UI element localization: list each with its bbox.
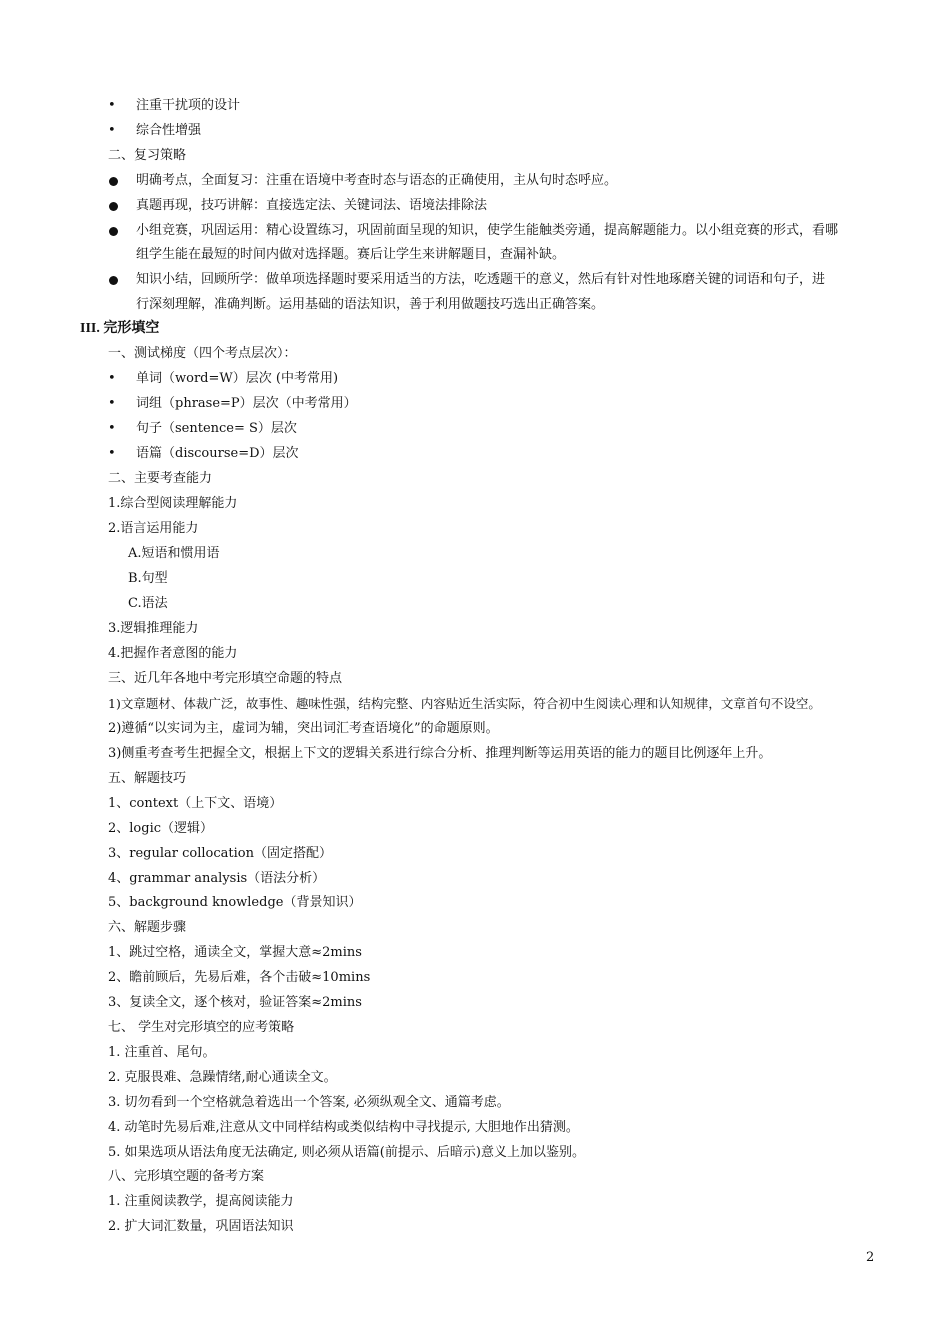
section-heading: 五、解题技巧 <box>108 771 187 786</box>
text-line: 2. 扩大词汇数量，巩固语法知识 <box>108 1219 294 1234</box>
text-line: 单词（word=W）层次 (中考常用) <box>136 371 339 386</box>
text-line: 小组竞赛，巩固运用：精心设置练习，巩固前面呈现的知识，使学生能触类旁通，提高解题能力。以小组竞赛的形式，看哪 <box>136 223 839 238</box>
text-line: 3、regular collocation（固定搭配） <box>108 846 332 861</box>
text-line: 2、logic（逻辑） <box>108 821 214 836</box>
section-heading: 七、 学生对完形填空的应考策略 <box>108 1020 295 1035</box>
section-heading: 二、复习策略 <box>108 148 187 163</box>
round-bullet-icon <box>109 202 118 211</box>
text-line: 注重干扰项的设计 <box>136 98 241 113</box>
text-line: 2、瞻前顾后，先易后难，各个击破≈10mins <box>108 970 371 985</box>
text-line: 1)文章题材、体裁广泛，故事性、趣味性强，结构完整、内容贴近生活实际，符合初中生阅读心理和认知规律，文章首句不设空。 <box>108 696 821 711</box>
text-line: C.语法 <box>128 596 168 611</box>
text-line: 1、context（上下文、语境） <box>108 796 283 811</box>
text-line: 3)侧重考查考生把握全文，根据上下文的逻辑关系进行综合分析、推理判断等运用英语的能力的题目比例逐年上升。 <box>108 746 772 761</box>
text-line: 2.语言运用能力 <box>108 521 199 536</box>
text-line: 4.把握作者意图的能力 <box>108 646 238 661</box>
text-line: 4、grammar analysis（语法分析） <box>108 871 326 886</box>
section-heading: 一、测试梯度（四个考点层次）： <box>108 346 297 361</box>
text-line: 4. 动笔时先易后难,注意从文中同样结构或类似结构中寻找提示, 大胆地作出猜测。 <box>108 1120 579 1135</box>
text-line: 词组（phrase=P）层次（中考常用） <box>136 396 357 411</box>
text-line: 5、background knowledge（背景知识） <box>108 895 362 910</box>
text-line: 3. 切勿看到一个空格就急着选出一个答案, 必须纵观全文、通篇考虑。 <box>108 1095 510 1110</box>
small-bullet: • <box>108 446 116 461</box>
text-line: 2)遵循“以实词为主，虚词为辅，突出词汇考查语境化”的命题原则。 <box>108 721 499 736</box>
section-heading: 六、解题步骤 <box>108 920 187 935</box>
round-bullet-icon <box>109 276 118 285</box>
small-bullet: • <box>108 123 116 138</box>
small-bullet: • <box>108 396 116 411</box>
text-line: 1. 注重阅读教学，提高阅读能力 <box>108 1194 294 1209</box>
text-line: 明确考点，全面复习：注重在语境中考查时态与语态的正确使用，主从句时态呼应。 <box>136 173 618 188</box>
section-heading: 八、完形填空题的备考方案 <box>108 1169 265 1184</box>
text-line: 2. 克服畏难、急躁情绪,耐心通读全文。 <box>108 1070 337 1085</box>
text-line: 1.综合型阅读理解能力 <box>108 496 238 511</box>
small-bullet: • <box>108 98 116 113</box>
text-line: 知识小结，回顾所学：做单项选择题时要采用适当的方法，吃透题干的意义，然后有针对性地琢磨关键的词语和句子，进 <box>136 272 826 287</box>
text-line: 行深刻理解，准确判断。运用基础的语法知识，善于利用做题技巧选出正确答案。 <box>136 297 605 312</box>
text-line: 语篇（discourse=D）层次 <box>136 446 299 461</box>
text-line: B.句型 <box>128 571 168 586</box>
round-bullet-icon <box>109 227 118 236</box>
text-line: 组学生能在最短的时间内做对选择题。赛后让学生来讲解题目，查漏补缺。 <box>136 247 566 262</box>
round-bullet-icon <box>109 177 118 186</box>
small-bullet: • <box>108 421 116 436</box>
text-line: 5. 如果选项从语法角度无法确定, 则必须从语篇(前提示、后暗示)意义上加以鉴别。 <box>108 1145 585 1160</box>
page-number: 2 <box>866 1250 875 1265</box>
text-line: 1、跳过空格，通读全文，掌握大意≈2mins <box>108 945 362 960</box>
text-line: 句子（sentence= S）层次 <box>136 421 297 436</box>
text-line: 真题再现，技巧讲解：直接选定法、关键词法、语境法排除法 <box>136 198 488 213</box>
section-title: III. 完形填空 <box>80 321 160 336</box>
section-heading: 二、主要考查能力 <box>108 471 213 486</box>
text-line: 3、复读全文，逐个核对，验证答案≈2mins <box>108 995 362 1010</box>
text-line: A.短语和惯用语 <box>128 546 220 561</box>
text-line: 1. 注重首、尾句。 <box>108 1045 216 1060</box>
section-heading: 三、近几年各地中考完形填空命题的特点 <box>108 671 343 686</box>
small-bullet: • <box>108 371 116 386</box>
text-line: 3.逻辑推理能力 <box>108 621 199 636</box>
text-line: 综合性增强 <box>136 123 202 138</box>
